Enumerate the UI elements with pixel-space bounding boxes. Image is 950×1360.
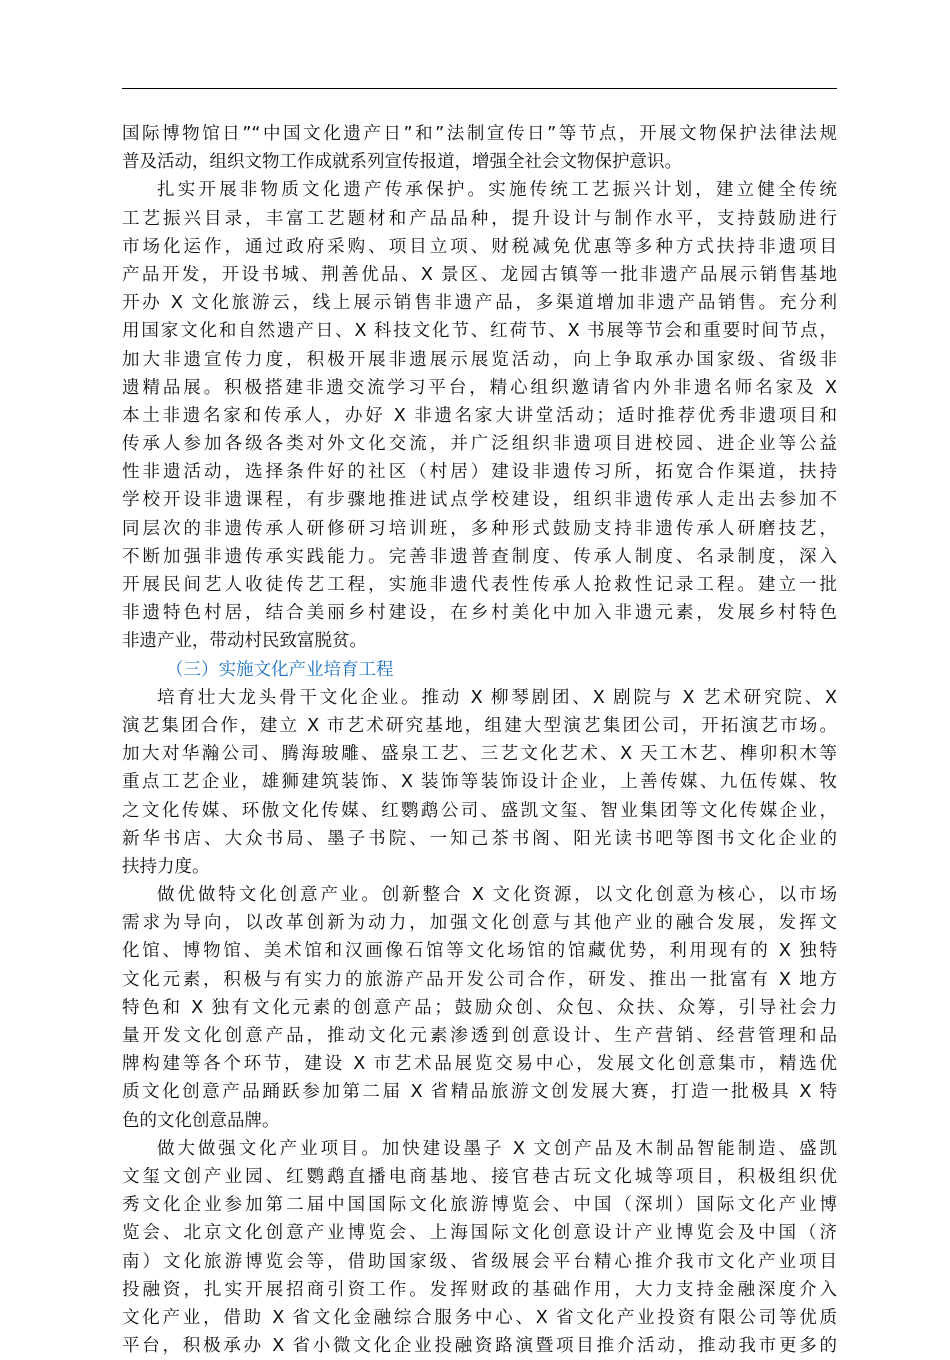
text-line: 加大非遗宣传力度，积极开展非遗展示展览活动，向上争取承办国家级、省级非 <box>122 349 837 370</box>
text-line: 做大做强文化产业项目。加快建设墨子 X 文创产品及木制品智能制造、盛凯 <box>157 1138 837 1159</box>
text-line: 传承人参加各级各类对外文化交流，并广泛组织非遗项目进校园、进企业等公益 <box>122 434 837 455</box>
text-line: 扎实开展非物质文化遗产传承保护。实施传统工艺振兴计划，建立健全传统 <box>157 180 837 201</box>
section-heading: （三）实施文化产业培育工程 <box>166 659 394 680</box>
text-line: 用国家文化和自然遗产日、X 科技文化节、红荷节、X 书展等节会和重要时间节点， <box>122 321 837 342</box>
text-line: 非遗特色村居，结合美丽乡村建设，在乡村美化中加入非遗元素，发展乡村特色 <box>122 603 837 624</box>
text-line: 开办 X 文化旅游云，线上展示销售非遗产品，多渠道增加非遗产品销售。充分利 <box>122 293 837 314</box>
paragraph-continuation <box>122 120 837 176</box>
text-line: 牌构建等各个环节，建设 X 市艺术品展览交易中心，发展文化创意集市，精选优 <box>122 1054 837 1075</box>
text-line: 市场化运作，通过政府采购、项目立项、财税减免优惠等多种方式扶持非遗项目 <box>122 236 837 257</box>
text-line: 平台，积极承办 X 省小微文化企业投融资路演暨项目推介活动，推动我市更多的 <box>122 1336 837 1357</box>
text-line: 重点工艺企业，雄狮建筑装饰、X 装饰等装饰设计企业，上善传媒、九伍传媒、牧 <box>122 772 837 793</box>
text-line: 性非遗活动，选择条件好的社区（村居）建设非遗传习所，拓宽合作渠道，扶持 <box>122 462 837 483</box>
text-line: 需求为导向，以改革创新为动力，加强文化创意与其他产业的融合发展，发挥文 <box>122 913 837 934</box>
text-line: 同层次的非遗传承人研修研习培训班，多种形式鼓励支持非遗传承人研磨技艺， <box>122 518 837 539</box>
text-line: 遗精品展。积极搭建非遗交流学习平台，精心组织邀请省内外非遗名师名家及 X <box>122 377 837 398</box>
text-line: 新华书店、大众书局、墨子书院、一知己茶书阁、阳光读书吧等图书文化企业的 <box>122 828 837 849</box>
text-line: 投融资，扎实开展招商引资工作。发挥财政的基础作用，大力支持金融深度介入 <box>122 1279 837 1300</box>
text-line: 文化产业，借助 X 省文化金融综合服务中心、X 省文化产业投资有限公司等优质 <box>122 1307 837 1328</box>
text-line: 加大对华瀚公司、腾海玻雕、盛泉工艺、三艺文化艺术、X 天工木艺、榫卯积木等 <box>122 744 837 765</box>
text-line: 学校开设非遗课程，有步骤地推进试点学校建设，组织非遗传承人走出去参加不 <box>122 490 837 511</box>
paragraph-intangible-heritage <box>122 176 837 655</box>
text-line: 文玺文创产业园、红鹦鹉直播电商基地、接官巷古玩文化城等项目，积极组织优 <box>122 1166 837 1187</box>
text-line: 南）文化旅游博览会等，借助国家级、省级展会平台精心推介我市文化产业项目 <box>122 1251 837 1272</box>
paragraph-industry-projects <box>122 1135 837 1360</box>
text-line: 普及活动，组织文物工作成就系列宣传报道，增强全社会文物保护意识。 <box>122 152 682 173</box>
text-line: 量开发文化创意产品，推动文化元素渗透到创意设计、生产营销、经营管理和品 <box>122 1026 837 1046</box>
header-rule <box>122 88 837 89</box>
text-line: 开展民间艺人收徒传艺工程，实施非遗代表性传承人抢救性记录工程。建立一批 <box>122 575 837 595</box>
text-line: 化馆、博物馆、美术馆和汉画像石馆等文化场馆的馆藏优势，利用现有的 X 独特 <box>122 941 837 962</box>
text-line: 演艺集团合作，建立 X 市艺术研究基地，组建大型演艺集团公司，开拓演艺市场。 <box>122 715 837 736</box>
paragraph-creative-industry <box>122 881 837 1135</box>
text-line: 国际博物馆日”“中国文化遗产日”和”法制宣传日”等节点，开展文物保护法律法规 <box>122 124 837 144</box>
text-line: 色的文化创意品牌。 <box>122 1110 280 1131</box>
text-line: 特色和 X 独有文化元素的创意产品；鼓励众创、众包、众扶、众筹，引导社会力 <box>122 997 837 1018</box>
text-line: 不断加强非遗传承实践能力。完善非遗普查制度、传承人制度、名录制度，深入 <box>122 546 837 567</box>
text-line: 扶持力度。 <box>122 856 210 877</box>
paragraph-leading-enterprises <box>122 684 837 881</box>
text-line: 产品开发，开设书城、荆善优品、X 景区、龙园古镇等一批非遗产品展示销售基地 <box>122 264 837 285</box>
document-body <box>122 120 837 1360</box>
text-line: 做优做特文化创意产业。创新整合 X 文化资源，以文化创意为核心，以市场 <box>157 885 837 906</box>
text-line: 非遗产业，带动村民致富脱贫。 <box>122 631 367 652</box>
text-line: 培育壮大龙头骨干文化企业。推动 X 柳琴剧团、X 剧院与 X 艺术研究院、X <box>157 687 837 708</box>
text-line: 质文化创意产品踊跃参加第二届 X 省精品旅游文创发展大赛，打造一批极具 X 特 <box>122 1082 837 1103</box>
text-line: 本土非遗名家和传承人，办好 X 非遗名家大讲堂活动；适时推荐优秀非遗项目和 <box>122 405 837 426</box>
text-line: 工艺振兴目录，丰富工艺题材和产品品种，提升设计与制作水平，支持鼓励进行 <box>122 208 837 229</box>
text-line: 秀文化企业参加第二届中国国际文化旅游博览会、中国（深圳）国际文化产业博 <box>122 1195 837 1216</box>
text-line: 文化元素，积极与有实力的旅游产品开发公司合作，研发、推出一批富有 X 地方 <box>122 969 837 990</box>
text-line: 之文化传媒、环傲文化传媒、红鹦鹉公司、盛凯文玺、智业集团等文化传媒企业， <box>122 800 837 821</box>
text-line: 览会、北京文化创意产业博览会、上海国际文化创意设计产业博览会及中国（济 <box>122 1223 837 1244</box>
